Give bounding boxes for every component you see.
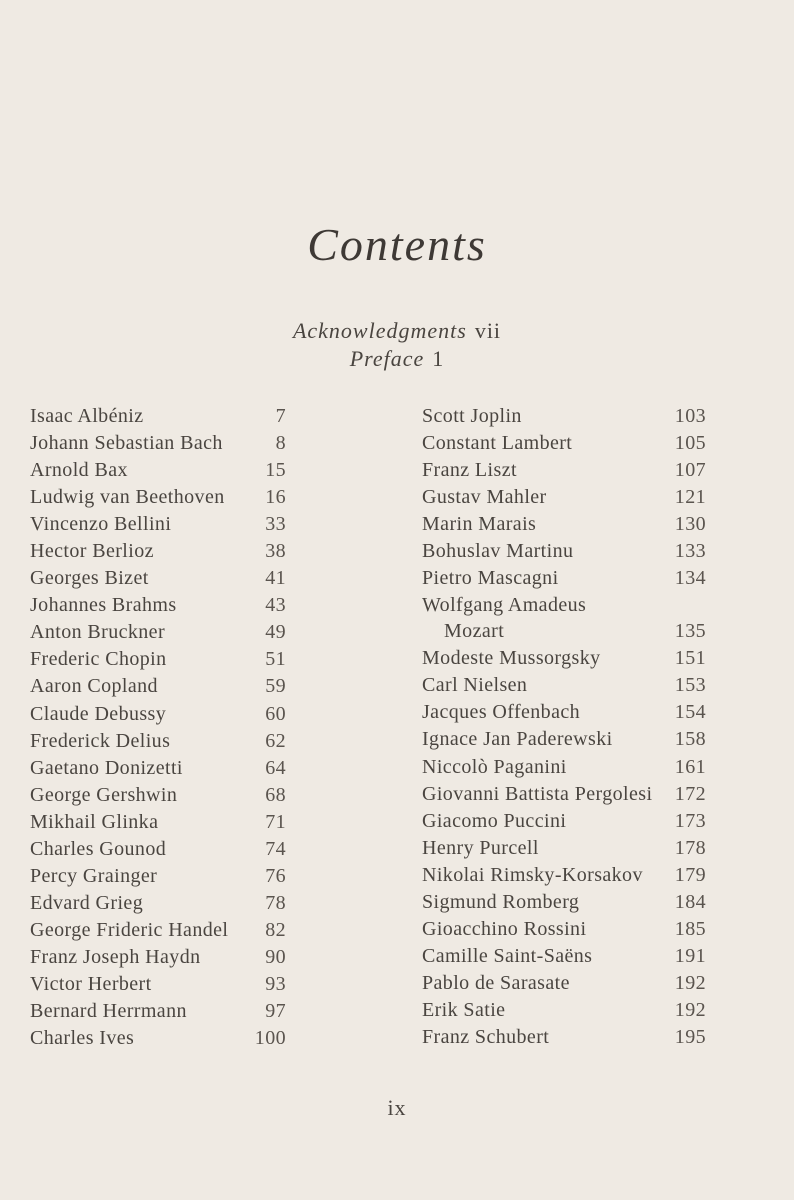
toc-entry [422, 645, 706, 672]
toc-entry [30, 430, 286, 457]
toc-entry [30, 646, 286, 673]
toc-entry-page: 191 [674, 944, 706, 967]
toc-entry [422, 538, 706, 565]
toc-entry-page: 43 [265, 594, 286, 617]
toc-entry [30, 728, 286, 755]
front-matter-preface [0, 346, 794, 372]
front-matter-label: Preface [349, 346, 425, 371]
toc-entry-name: Hector Berlioz [30, 540, 154, 563]
toc-entry [30, 619, 286, 646]
toc-entry [30, 890, 286, 917]
toc-entry [422, 997, 706, 1024]
toc-entry-name: Claude Debussy [30, 702, 167, 725]
toc-entry [30, 782, 286, 809]
toc-entry-page: 130 [674, 513, 706, 536]
toc-entry [30, 917, 286, 944]
toc-entry-page: 105 [674, 432, 706, 455]
toc-entry [422, 672, 706, 699]
toc-entry-name: Giovanni Battista Pergolesi [422, 782, 653, 805]
toc-entry-name: Pablo de Sarasate [422, 971, 570, 994]
front-matter-acknowledgments [0, 318, 794, 344]
toc-entry [30, 538, 286, 565]
front-matter-page: vii [474, 318, 502, 343]
toc-entry-page: 178 [674, 836, 706, 859]
toc-entry-page: 184 [674, 890, 706, 913]
toc-entry [30, 998, 286, 1025]
toc-entry-page: 90 [265, 945, 286, 968]
toc-entry-page: 15 [265, 459, 286, 482]
toc-entry-name: Isaac Albéniz [30, 405, 144, 427]
toc-entry [30, 592, 286, 619]
toc-entry [422, 484, 706, 511]
toc-entry-page: 173 [674, 809, 706, 832]
toc-entry-page: 93 [265, 972, 286, 995]
toc-entry [422, 754, 706, 781]
toc-entry-name: Scott Joplin [422, 405, 522, 427]
toc-entry-name: Georges Bizet [30, 567, 149, 590]
toc-entry-name: Vincenzo Bellini [30, 513, 172, 536]
toc-entry-name: Edvard Grieg [30, 891, 144, 914]
toc-entry-name: Sigmund Romberg [422, 890, 580, 913]
left-column [30, 403, 286, 1052]
toc-entry-page: 68 [265, 783, 286, 806]
toc-entry-page: 8 [275, 432, 286, 455]
toc-entry-page: 38 [265, 540, 286, 563]
toc-entry [30, 403, 286, 430]
toc-entry-name: Franz Schubert [422, 1025, 550, 1048]
toc-entry [30, 836, 286, 863]
toc-entry-name: Johann Sebastian Bach [30, 432, 223, 455]
toc-entry-page: 82 [265, 918, 286, 941]
toc-entry-name: Mikhail Glinka [30, 810, 159, 833]
toc-entry [422, 403, 706, 430]
toc-entry-name: Pietro Mascagni [422, 567, 559, 590]
toc-entry-page: 49 [265, 621, 286, 644]
toc-entry-page: 33 [265, 513, 286, 536]
toc-entry-name: Ludwig van Beethoven [30, 486, 225, 509]
toc-entry [422, 699, 706, 726]
front-matter-page: 1 [432, 346, 445, 371]
toc-entry-name: Charles Gounod [30, 837, 167, 860]
toc-entry-name: Franz Joseph Haydn [30, 945, 201, 968]
toc-entry-page: 71 [265, 810, 286, 833]
toc-entry-page: 192 [674, 998, 706, 1021]
toc-entry-name: Frederic Chopin [30, 648, 167, 671]
toc-entry-page: 74 [265, 837, 286, 860]
toc-entry-name: Anton Bruckner [30, 621, 166, 644]
toc-entry [30, 755, 286, 782]
toc-entry [422, 430, 706, 457]
toc-entry-name: Percy Grainger [30, 864, 158, 887]
toc-entry-page: 7 [275, 405, 286, 427]
toc-entry [422, 781, 706, 808]
toc-entry [422, 970, 706, 997]
toc-entry-name: George Gershwin [30, 783, 178, 806]
toc-entry [30, 484, 286, 511]
page-folio: ix [387, 1095, 407, 1120]
toc-entry-name: Aaron Copland [30, 675, 158, 698]
toc-entry-page: 154 [674, 701, 706, 724]
toc-entry-page: 172 [674, 782, 706, 805]
toc-entry [422, 1024, 706, 1051]
toc-entry-name: Henry Purcell [422, 836, 539, 859]
toc-entry [422, 862, 706, 889]
toc-entry-name: Nikolai Rimsky-Korsakov [422, 863, 643, 886]
toc-entry-page: 97 [265, 1000, 286, 1023]
toc-entry-page: 76 [265, 864, 286, 887]
toc-entry-page: 78 [265, 891, 286, 914]
toc-entry-name: Victor Herbert [30, 972, 152, 995]
toc-entry-name: Constant Lambert [422, 432, 573, 455]
toc-entry-name: Giacomo Puccini [422, 809, 567, 832]
toc-entry-name: Gustav Mahler [422, 486, 547, 509]
toc-entry [422, 565, 706, 592]
toc-entry-page: 51 [265, 648, 286, 671]
toc-entry-name: Modeste Mussorgsky [422, 647, 601, 670]
toc-entry-page: 179 [674, 863, 706, 886]
toc-entry [422, 889, 706, 916]
toc-entry [30, 565, 286, 592]
toc-entry-page: 192 [674, 971, 706, 994]
toc-entry-name: Camille Saint-Saëns [422, 944, 593, 967]
toc-entry-name-continued: Mozart [444, 620, 505, 643]
toc-entry-page: 103 [674, 405, 706, 427]
toc-entry-page: 107 [674, 459, 706, 482]
toc-entry-name: Franz Liszt [422, 459, 517, 482]
toc-entry-name: Gioacchino Rossini [422, 917, 587, 940]
toc-entry [30, 971, 286, 998]
page-title: Contents [307, 219, 487, 270]
toc-entry-page: 161 [674, 755, 706, 778]
toc-entry [30, 944, 286, 971]
toc-entry-name: Ignace Jan Paderewski [422, 728, 613, 751]
toc-entry-page: 134 [674, 567, 706, 590]
toc-entry-name: Arnold Bax [30, 459, 128, 482]
toc-entry [422, 916, 706, 943]
toc-entry-page: 185 [674, 917, 706, 940]
toc-entry-page: 16 [265, 486, 286, 509]
toc-entry-page: 133 [674, 540, 706, 563]
toc-entry-name: Bohuslav Martinu [422, 540, 574, 563]
toc-entry-name: Bernard Herrmann [30, 1000, 187, 1023]
toc-entry-name: Carl Nielsen [422, 674, 528, 697]
right-column [422, 403, 706, 1051]
front-matter-label: Acknowledgments [292, 318, 467, 343]
toc-entry [30, 863, 286, 890]
toc-entry-page: 153 [674, 674, 706, 697]
toc-entry-page: 121 [674, 486, 706, 509]
toc-entry-name: Frederick Delius [30, 729, 171, 752]
toc-entry-name: George Frideric Handel [30, 918, 229, 941]
toc-entry-name: Gaetano Donizetti [30, 756, 183, 779]
toc-entry [30, 457, 286, 484]
toc-entry [422, 726, 706, 753]
toc-entry-page: 60 [265, 702, 286, 725]
toc-entry [30, 673, 286, 700]
toc-entry-name: Marin Marais [422, 513, 537, 536]
toc-entry-page: 100 [254, 1027, 286, 1050]
toc-entry-name: Charles Ives [30, 1027, 135, 1050]
toc-entry-page: 64 [265, 756, 286, 779]
toc-entry [422, 835, 706, 862]
toc-entry-page: 135 [674, 620, 706, 643]
toc-entry [30, 809, 286, 836]
toc-entry [422, 457, 706, 484]
toc-entry-page: 59 [265, 675, 286, 698]
toc-entry [422, 943, 706, 970]
toc-entry [30, 511, 286, 538]
toc-entry-name: Jacques Offenbach [422, 701, 581, 724]
toc-entry-name: Wolfgang Amadeus [422, 594, 587, 617]
toc-entry [30, 701, 286, 728]
toc-entry-page: 62 [265, 729, 286, 752]
toc-entry [422, 808, 706, 835]
toc-entry-name: Erik Satie [422, 998, 506, 1021]
toc-entry-page: 195 [674, 1025, 706, 1048]
toc-entry [30, 1025, 286, 1052]
toc-entry [422, 592, 706, 645]
toc-entry-name: Johannes Brahms [30, 594, 177, 617]
toc-entry-page: 151 [674, 647, 706, 670]
toc-entry-name: Niccolò Paganini [422, 755, 567, 778]
toc-entry [422, 511, 706, 538]
toc-entry-page: 41 [265, 567, 286, 590]
toc-entry-page: 158 [674, 728, 706, 751]
